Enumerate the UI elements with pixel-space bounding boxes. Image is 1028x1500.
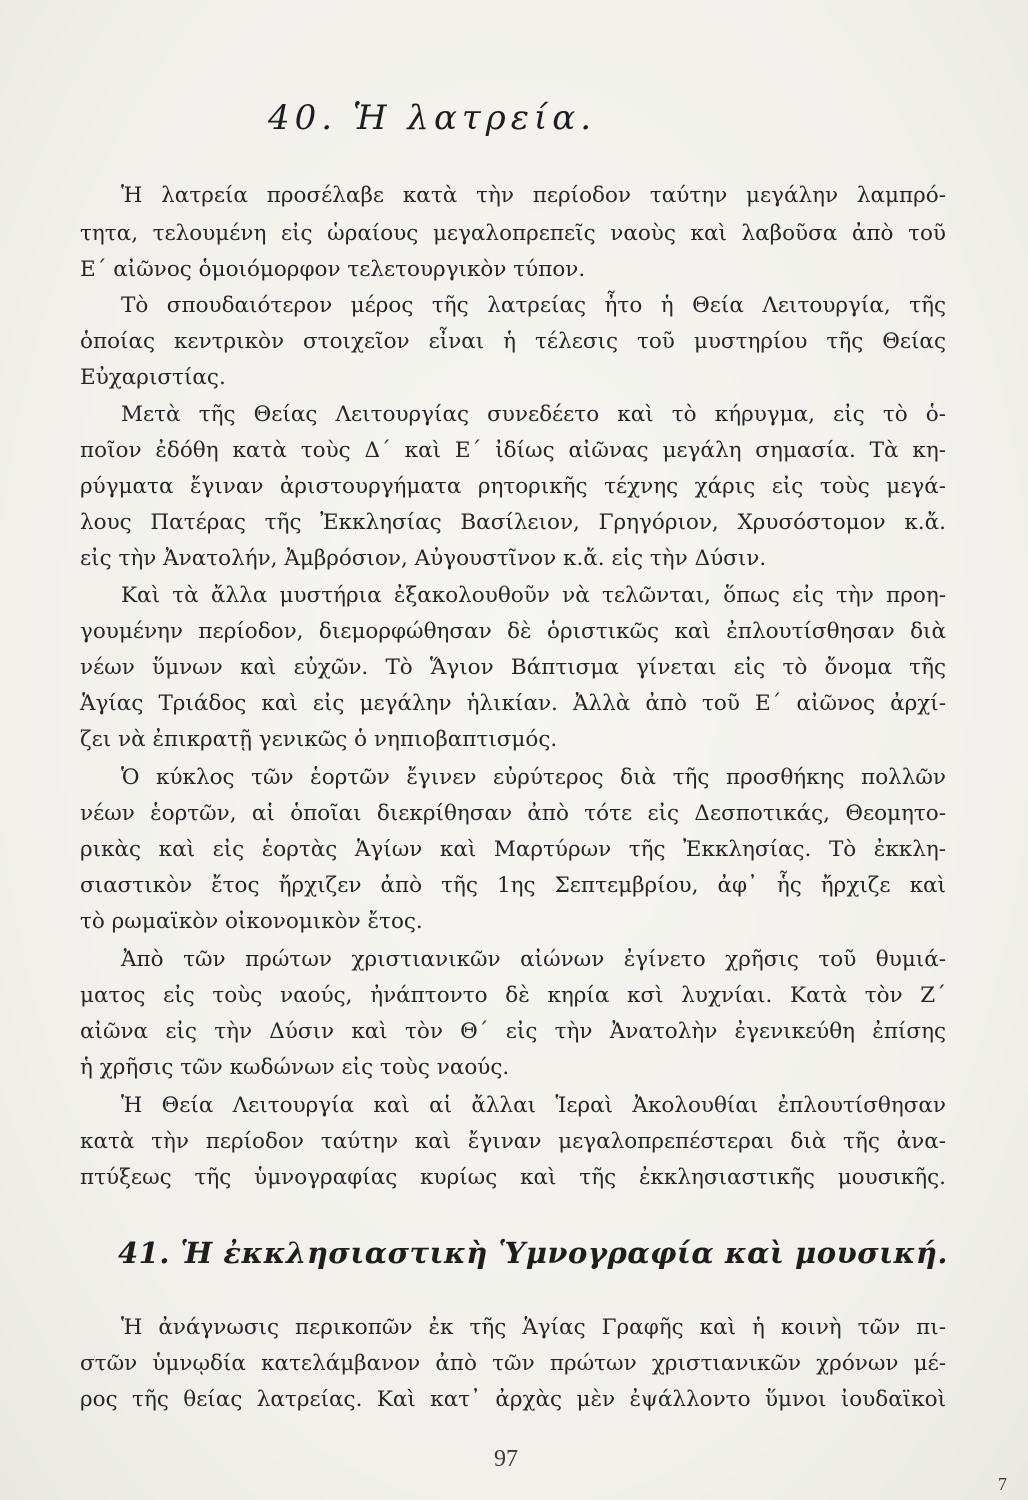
text-line: ὁποίας κεντρικὸν στοιχεῖον εἶναι ἡ τέλεσις τοῦ μυστηρίου τῆς Θείας bbox=[80, 329, 946, 354]
text-line: Ἡ Θεία Λειτουργία καὶ αἱ ἄλλαι Ἱεραὶ Ἀκολουθίαι ἐπλουτίσθησαν bbox=[121, 1093, 946, 1118]
text-line: Μετὰ τῆς Θείας Λειτουργίας συνεδέετο καὶ τὸ κήρυγμα, εἰς τὸ ὁ- bbox=[121, 402, 946, 427]
text-line: Τὸ σπουδαιότερον μέρος τῆς λατρείας ἦτο ἡ Θεία Λειτουργία, τῆς bbox=[121, 293, 946, 318]
text-line: Ἡ ἀνάγνωσις περικοπῶν ἐκ τῆς Ἁγίας Γραφῆς καὶ ἡ κοινὴ τῶν πι- bbox=[121, 1315, 946, 1340]
text-line: Ὁ κύκλος τῶν ἑορτῶν ἔγινεν εὐρύτερος διὰ τῆς προσθήκης πολλῶν bbox=[121, 765, 946, 790]
text-line: Καὶ τὰ ἄλλα μυστήρια ἐξακολουθοῦν νὰ τελῶνται, ὅπως εἰς τὴν προη- bbox=[121, 583, 946, 608]
text-line: ρύγματα ἔγιναν ἀριστουργήματα ρητορικῆς τέχνης χάρις εἰς τοὺς μεγά- bbox=[80, 474, 946, 499]
text-line: Ἁγίας Τριάδος καὶ εἰς μεγάλην ἡλικίαν. Ἀλλὰ ἀπὸ τοῦ Ε΄ αἰῶνος ἀρχί- bbox=[80, 691, 946, 716]
text-line: στῶν ὑμνῳδία κατελάμβανον ἀπὸ τῶν πρώτων χριστιανικῶν χρόνων μέ- bbox=[80, 1351, 946, 1376]
text-line: ἡ χρῆσις τῶν κωδώνων εἰς τοὺς ναούς. bbox=[80, 1055, 510, 1080]
text-line: ζει νὰ ἐπικρατῇ γενικῶς ὁ νηπιοβαπτισμός. bbox=[80, 727, 558, 752]
text-line: Ε΄ αἰῶνος ὁμοιόμορφον τελετουργικὸν τύπον. bbox=[80, 257, 586, 282]
text-line: ποῖον ἐδόθη κατὰ τοὺς Δ΄ καὶ Ε΄ ἰδίως αἰῶνας μεγάλη σημασία. Τὰ κη- bbox=[80, 438, 946, 463]
text-line: τητα, τελουμένη εἰς ὡραίους μεγαλοπρεπεῖς ναοὺς καὶ λαβοῦσα ἀπὸ τοῦ bbox=[80, 221, 946, 246]
text-line: Εὐχαριστίας. bbox=[80, 365, 226, 390]
text-line: αἰῶνα εἰς τὴν Δύσιν καὶ τὸν Θ΄ εἰς τὴν Ἀνατολὴν ἐγενικεύθη ἐπίσης bbox=[80, 1019, 946, 1044]
text-line: νέων ἑορτῶν, αἱ ὁποῖαι διεκρίθησαν ἀπὸ τότε εἰς Δεσποτικάς, Θεομητο- bbox=[80, 801, 946, 826]
text-line: λους Πατέρας τῆς Ἐκκλησίας Βασίλειον, Γρηγόριον, Χρυσόστομον κ.ἄ. bbox=[80, 510, 946, 535]
text-line: κατὰ τὴν περίοδον ταύτην καὶ ἔγιναν μεγαλοπρεπέστεραι διὰ τῆς ἀνα- bbox=[80, 1129, 946, 1154]
text-line: γουμένην περίοδον, διεμορφώθησαν δὲ ὁριστικῶς καὶ ἐπλουτίσθησαν διὰ bbox=[80, 619, 946, 644]
section-41-heading: 41. Ἡ ἐκκλησιαστικὴ Ὑμνογραφία καὶ μουσική. bbox=[118, 1236, 949, 1270]
text-line: σιαστικὸν ἔτος ἤρχιζεν ἀπὸ τῆς 1ης Σεπτεμβρίου, ἀφ᾽ ἧς ἤρχιζε καὶ bbox=[80, 873, 946, 898]
text-line: εἰς τὴν Ἀνατολήν, Ἀμβρόσιον, Αὐγουστῖνον κ.ἄ. εἰς τὴν Δύσιν. bbox=[80, 546, 767, 571]
text-line: νέων ὕμνων καὶ εὐχῶν. Τὸ Ἅγιον Βάπτισμα γίνεται εἰς τὸ ὄνομα τῆς bbox=[80, 655, 946, 680]
section-40-heading: 40. Ἡ λατρεία. bbox=[268, 98, 597, 138]
text-line: πτύξεως τῆς ὑμνογραφίας κυρίως καὶ τῆς ἐκκλησιαστικῆς μουσικῆς. bbox=[80, 1165, 946, 1190]
text-line: Ἀπὸ τῶν πρώτων χριστιανικῶν αἰώνων ἐγίνετο χρῆσις τοῦ θυμιά- bbox=[121, 947, 946, 972]
text-line: Ἡ λατρεία προσέλαβε κατὰ τὴν περίοδον ταύτην μεγάλην λαμπρό- bbox=[121, 183, 946, 208]
signature-mark: 7 bbox=[998, 1474, 1007, 1494]
text-line: τὸ ρωμαϊκὸν οἰκονομικὸν ἔτος. bbox=[80, 909, 423, 934]
text-line: ρος τῆς θείας λατρείας. Καὶ κατ᾽ ἀρχὰς μὲν ἐψάλλοντο ὕμνοι ἰουδαϊκοὶ bbox=[80, 1387, 946, 1412]
text-line: ματος εἰς τοὺς ναούς, ἠνάπτοντο δὲ κηρία κσὶ λυχνίαι. Κατὰ τὸν Ζ΄ bbox=[80, 983, 946, 1008]
text-line: ρικὰς καὶ εἰς ἑορτὰς Ἁγίων καὶ Μαρτύρων τῆς Ἐκκλησίας. Τὸ ἐκκλη- bbox=[80, 837, 946, 862]
page-number: 97 bbox=[494, 1446, 518, 1472]
